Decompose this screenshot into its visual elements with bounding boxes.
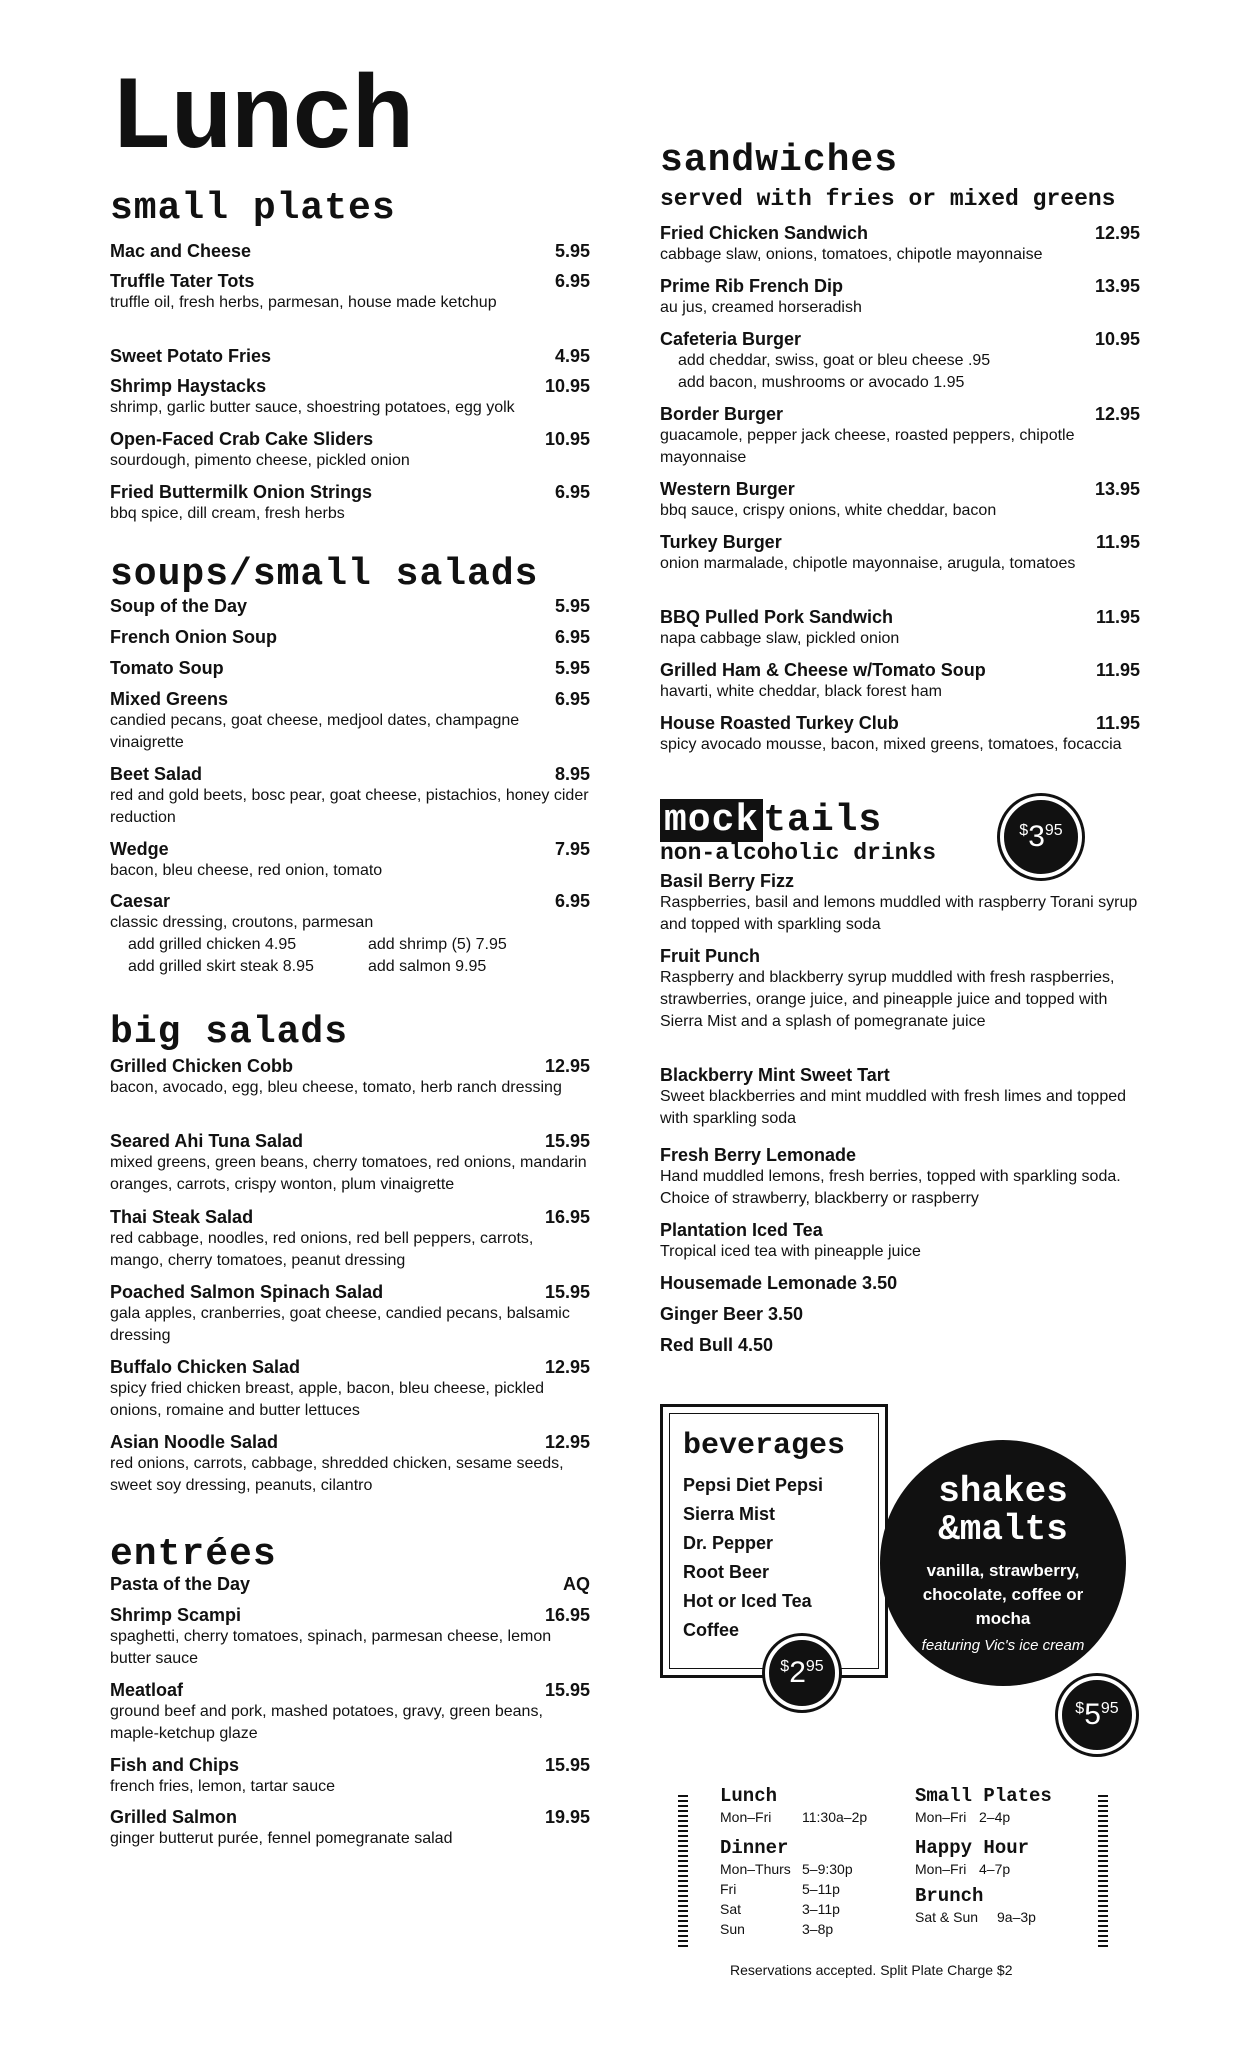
- item-name: Wedge: [110, 839, 169, 859]
- shakes-circle: [880, 1440, 1126, 1686]
- hours-days: Mon–Fri: [720, 1809, 772, 1825]
- hours-row: [915, 1807, 1052, 1827]
- item-description: onion marmalade, chipotle mayonnaise, arugula, tomatoes: [660, 555, 1076, 572]
- item-price: 11.95: [1095, 607, 1140, 627]
- addon-option: add shrimp (5) 7.95: [368, 936, 507, 953]
- item-price: 5.95: [554, 596, 590, 616]
- item-description: sourdough, pimento cheese, pickled onion: [110, 452, 410, 469]
- item-name: Soup of the Day: [110, 596, 248, 616]
- beverages-heading: beverages: [683, 1429, 846, 1463]
- menu-item: [110, 1754, 590, 1798]
- hours-row: [720, 1859, 853, 1879]
- menu-item: [110, 1206, 590, 1272]
- item-name: Blackberry Mint Sweet Tart: [660, 1065, 890, 1085]
- item-name: House Roasted Turkey Club: [660, 713, 899, 733]
- menu-item: [660, 478, 1140, 522]
- item-price: 11.95: [1095, 713, 1140, 733]
- menu-item: [660, 1219, 1140, 1263]
- hours-row: [720, 1899, 853, 1919]
- item-description: guacamole, pepper jack cheese, roasted peppers, chipotle mayonnaise: [660, 427, 1075, 466]
- item-name: Mixed Greens: [110, 689, 229, 709]
- item-price: 11.95: [1095, 660, 1140, 680]
- item-name: Sweet Potato Fries: [110, 346, 272, 366]
- item-name: Prime Rib French Dip: [660, 276, 844, 296]
- item-price: 12.95: [544, 1056, 590, 1076]
- item-description: ground beef and pork, mashed potatoes, gravy, green beans, maple-ketchup glaze: [110, 1703, 543, 1742]
- item-name: Ginger Beer 3.50: [660, 1304, 804, 1324]
- item-description: red cabbage, noodles, red onions, red bell peppers, carrots, mango, cherry tomatoes, peanut dressing: [110, 1230, 534, 1269]
- beverages-price-badge: $^{\$}2^{95}$: [765, 1636, 839, 1710]
- hours-row: [915, 1859, 1029, 1879]
- item-price: 6.95: [554, 271, 590, 291]
- beverage-item: Pepsi Diet Pepsi: [683, 1475, 824, 1495]
- item-description: gala apples, cranberries, goat cheese, candied pecans, balsamic dressing: [110, 1305, 570, 1344]
- hours-days: Sun: [720, 1921, 745, 1937]
- menu-item: [110, 838, 590, 882]
- hours-days: Mon–Fri: [915, 1809, 967, 1825]
- item-price: 15.95: [544, 1680, 590, 1700]
- item-name: Shrimp Haystacks: [110, 376, 267, 396]
- item-name: Housemade Lemonade 3.50: [660, 1273, 898, 1293]
- item-name: Grilled Chicken Cobb: [110, 1056, 294, 1076]
- item-name: Western Burger: [660, 479, 795, 499]
- item-price: 12.95: [1094, 223, 1140, 243]
- item-name: Meatloaf: [110, 1680, 184, 1700]
- item-description: candied pecans, goat cheese, medjool dates, champagne vinaigrette: [110, 712, 520, 751]
- hours-block: [678, 1785, 1108, 1960]
- beverage-item: Dr. Pepper: [683, 1533, 774, 1553]
- item-description: truffle oil, fresh herbs, parmesan, house made ketchup: [110, 294, 497, 311]
- item-name: Poached Salmon Spinach Salad: [110, 1282, 384, 1302]
- item-name: Tomato Soup: [110, 658, 224, 678]
- item-price: 15.95: [544, 1755, 590, 1775]
- item-name: Seared Ahi Tuna Salad: [110, 1131, 304, 1151]
- item-price: 10.95: [544, 429, 590, 449]
- hours-row: [720, 1807, 867, 1827]
- shakes-heading-2: &malts: [938, 1508, 1068, 1550]
- item-description: bbq spice, dill cream, fresh herbs: [110, 505, 345, 522]
- menu-item: [110, 657, 590, 679]
- hours-title: Dinner: [720, 1837, 789, 1859]
- item-name: Asian Noodle Salad: [110, 1432, 279, 1452]
- item-price: 6.95: [554, 891, 590, 911]
- item-name: Fish and Chips: [110, 1755, 240, 1775]
- hours-days: Mon–Fri: [915, 1861, 967, 1877]
- hours-time: 11:30a–2p: [802, 1809, 868, 1825]
- menu-item: [110, 481, 590, 525]
- hours-time: 5–9:30p: [802, 1861, 853, 1877]
- page-title: Lunch: [110, 61, 413, 179]
- hours-time: 3–11p: [802, 1901, 840, 1917]
- beverage-item: Hot or Iced Tea: [683, 1591, 812, 1611]
- item-description: Raspberry and blackberry syrup muddled with fresh raspberries, strawberries, orange juice, and pineapple juice and topped with Sierra Mist and a splash of pomegranate juice: [660, 969, 1115, 1030]
- item-price: 6.95: [554, 627, 590, 647]
- menu-item: [660, 1144, 1140, 1210]
- item-name: Border Burger: [660, 404, 784, 424]
- item-name: Caesar: [110, 891, 171, 911]
- item-description: french fries, lemon, tartar sauce: [110, 1778, 335, 1795]
- menu-item: [660, 328, 1140, 394]
- hours-time: 4–7p: [979, 1861, 1011, 1877]
- item-description: havarti, white cheddar, black forest ham: [660, 683, 942, 700]
- big-salads-heading: big salads: [110, 1011, 349, 1054]
- item-description: spaghetti, cherry tomatoes, spinach, parmesan cheese, lemon butter sauce: [110, 1628, 552, 1667]
- menu-item: [660, 531, 1140, 575]
- menu-item: [660, 1064, 1140, 1130]
- item-price: 5.95: [554, 241, 590, 261]
- menu-item: [110, 345, 590, 367]
- hours-row: [720, 1919, 853, 1939]
- item-name: BBQ Pulled Pork Sandwich: [660, 607, 894, 627]
- item-price: 6.95: [554, 482, 590, 502]
- menu-item: [110, 1806, 590, 1850]
- item-name: Beet Salad: [110, 764, 203, 784]
- hours-row: [720, 1879, 853, 1899]
- hours-row: [915, 1907, 1036, 1927]
- menu-item: [110, 626, 590, 648]
- item-price: 13.95: [1094, 479, 1140, 499]
- menu-item: [110, 375, 590, 419]
- hours-title: Brunch: [915, 1885, 984, 1907]
- item-price: 11.95: [1095, 532, 1140, 552]
- burger-addon: add cheddar, swiss, goat or bleu cheese .95: [678, 352, 991, 369]
- beverage-item: Root Beer: [683, 1562, 770, 1582]
- menu-item: [110, 1604, 590, 1670]
- mocktails-heading: [660, 799, 883, 842]
- item-price: AQ: [563, 1574, 590, 1594]
- hours-days: Sat & Sun: [915, 1909, 979, 1925]
- hours-title: Small Plates: [915, 1785, 1052, 1807]
- item-description: bacon, bleu cheese, red onion, tomato: [110, 862, 383, 879]
- beverage-item: Sierra Mist: [683, 1504, 776, 1524]
- item-name: Open-Faced Crab Cake Sliders: [110, 429, 374, 449]
- hours-time: 9a–3p: [997, 1909, 1036, 1925]
- mocktails-subheading: non-alcoholic drinks: [660, 840, 937, 866]
- menu-item: [660, 870, 1140, 936]
- item-name: Truffle Tater Tots: [110, 271, 255, 291]
- item-price: 15.95: [544, 1131, 590, 1151]
- menu-item: [110, 1431, 590, 1497]
- menu-item: [110, 890, 590, 978]
- menu-item: [660, 712, 1140, 756]
- menu-item: [660, 403, 1140, 469]
- item-name: Grilled Salmon: [110, 1807, 238, 1827]
- hours-lunch: [720, 1785, 867, 1827]
- entrees-heading: entrées: [110, 1533, 277, 1576]
- item-description: red onions, carrots, cabbage, shredded chicken, sesame seeds, sweet soy dressing, peanuts, cilantro: [110, 1455, 564, 1494]
- hours-days: Fri: [720, 1881, 737, 1897]
- menu-item: [110, 1573, 590, 1595]
- sandwiches-subheading: served with fries or mixed greens: [660, 186, 1116, 212]
- menu-item: [110, 428, 590, 472]
- hours-happy-hour: [915, 1837, 1029, 1879]
- hours-time: 3–8p: [802, 1921, 834, 1937]
- hours-bar-left: [678, 1795, 688, 1950]
- item-description: Raspberries, basil and lemons muddled with raspberry Torani syrup and topped with sparkling soda: [660, 894, 1138, 933]
- menu-item: [660, 1303, 1140, 1325]
- menu-item: [110, 270, 590, 314]
- item-name: Buffalo Chicken Salad: [110, 1357, 301, 1377]
- item-description: Hand muddled lemons, fresh berries, topped with sparkling soda. Choice of strawberry, blackberry or raspberry: [660, 1168, 1121, 1207]
- sandwiches-heading: sandwiches: [660, 139, 899, 182]
- item-description: mixed greens, green beans, cherry tomatoes, red onions, mandarin oranges, carrots, crispy wonton, plum vinaigrette: [110, 1154, 587, 1193]
- item-description: Tropical iced tea with pineapple juice: [660, 1243, 921, 1260]
- item-price: 12.95: [1094, 404, 1140, 424]
- item-price: 16.95: [544, 1605, 590, 1625]
- mocktails-heading-rest: tails: [763, 799, 883, 842]
- shakes-featuring: featuring Vic's ice cream: [921, 1636, 1085, 1654]
- item-description: bbq sauce, crispy onions, white cheddar, bacon: [660, 502, 997, 519]
- addon-option: add grilled skirt steak 8.95: [128, 958, 314, 975]
- menu-item: [660, 1334, 1140, 1356]
- addon-grid: [110, 934, 590, 978]
- small-plates-heading: small plates: [110, 187, 396, 230]
- item-name: Cafeteria Burger: [660, 329, 802, 349]
- footer-note: Reservations accepted. Split Plate Charge $2: [730, 1962, 1013, 1978]
- item-name: Thai Steak Salad: [110, 1207, 254, 1227]
- menu-item: [660, 275, 1140, 319]
- item-price: 13.95: [1094, 276, 1140, 296]
- item-description: spicy avocado mousse, bacon, mixed greens, tomatoes, focaccia: [660, 736, 1122, 753]
- beverage-item: Coffee: [683, 1620, 740, 1640]
- menu-item: [110, 240, 590, 262]
- hours-time: 5–11p: [802, 1881, 840, 1897]
- item-price: 5.95: [554, 658, 590, 678]
- item-name: Plantation Iced Tea: [660, 1220, 823, 1240]
- item-price: 16.95: [544, 1207, 590, 1227]
- shakes-flavors: vanilla, strawberry, chocolate, coffee or mocha: [922, 1560, 1084, 1628]
- item-name: Basil Berry Fizz: [660, 871, 795, 891]
- menu-item: [110, 595, 590, 617]
- item-name: Fruit Punch: [660, 946, 760, 966]
- item-price: 8.95: [554, 764, 590, 784]
- menu-item: [110, 1281, 590, 1347]
- menu-item: [660, 945, 1140, 1033]
- addon-option: add grilled chicken 4.95: [128, 936, 297, 953]
- menu-item: [660, 1272, 1140, 1294]
- mocktails-heading-highlight: mock: [660, 799, 763, 842]
- menu-item: [660, 222, 1140, 266]
- item-name: Turkey Burger: [660, 532, 782, 552]
- mocktails-price-badge: $^{\$}3^{95}$: [1000, 796, 1082, 878]
- beverages-box: [660, 1404, 888, 1678]
- hours-brunch: [915, 1885, 1036, 1927]
- menu-item: [660, 606, 1140, 650]
- hours-title: Happy Hour: [915, 1837, 1030, 1859]
- hours-days: Mon–Thurs: [720, 1861, 791, 1877]
- item-description: shrimp, garlic butter sauce, shoestring potatoes, egg yolk: [110, 399, 515, 416]
- item-price: 12.95: [544, 1432, 590, 1452]
- item-name: Shrimp Scampi: [110, 1605, 242, 1625]
- item-name: Fried Buttermilk Onion Strings: [110, 482, 373, 502]
- menu-item: [110, 688, 590, 754]
- menu-item: [110, 1130, 590, 1196]
- item-name: Fried Chicken Sandwich: [660, 223, 869, 243]
- hours-time: 2–4p: [979, 1809, 1011, 1825]
- item-name: Grilled Ham & Cheese w/Tomato Soup: [660, 660, 986, 680]
- item-description: cabbage slaw, onions, tomatoes, chipotle mayonnaise: [660, 246, 1043, 263]
- beverages-list: [683, 1471, 845, 1645]
- menu-item: [110, 1055, 590, 1099]
- item-price: 10.95: [1094, 329, 1140, 349]
- item-description: bacon, avocado, egg, bleu cheese, tomato, herb ranch dressing: [110, 1079, 562, 1096]
- item-description: ginger butterut purée, fennel pomegranate salad: [110, 1830, 453, 1847]
- hours-days: Sat: [720, 1901, 742, 1917]
- item-description: napa cabbage slaw, pickled onion: [660, 630, 900, 647]
- soups-heading: soups/small salads: [110, 553, 539, 596]
- item-price: 12.95: [544, 1357, 590, 1377]
- menu-item: [660, 659, 1140, 703]
- hours-small-plates: [915, 1785, 1052, 1827]
- item-price: 15.95: [544, 1282, 590, 1302]
- item-name: Pasta of the Day: [110, 1574, 251, 1594]
- item-name: Mac and Cheese: [110, 241, 252, 261]
- item-price: 7.95: [554, 839, 590, 859]
- item-price: 19.95: [544, 1807, 590, 1827]
- item-name: Fresh Berry Lemonade: [660, 1145, 857, 1165]
- hours-title: Lunch: [720, 1785, 778, 1807]
- item-price: 4.95: [554, 346, 590, 366]
- menu-item: [110, 1356, 590, 1422]
- item-description: classic dressing, croutons, parmesan: [110, 914, 374, 931]
- item-description: spicy fried chicken breast, apple, bacon, bleu cheese, pickled onions, romaine and butter lettuces: [110, 1380, 545, 1419]
- menu-item: [110, 763, 590, 829]
- menu-item: [110, 1679, 590, 1745]
- item-price: 6.95: [554, 689, 590, 709]
- item-name: French Onion Soup: [110, 627, 277, 647]
- item-price: 10.95: [544, 376, 590, 396]
- shakes-heading-1: shakes: [938, 1470, 1068, 1512]
- hours-bar-right: [1098, 1795, 1108, 1950]
- addon-option: add salmon 9.95: [368, 958, 487, 975]
- shakes-price-badge: $^{\$}5^{95}$: [1058, 1676, 1136, 1754]
- item-description: red and gold beets, bosc pear, goat cheese, pistachios, honey cider reduction: [110, 787, 589, 826]
- burger-addon: add bacon, mushrooms or avocado 1.95: [678, 374, 965, 391]
- item-description: Sweet blackberries and mint muddled with fresh limes and topped with sparkling soda: [660, 1088, 1127, 1127]
- item-description: au jus, creamed horseradish: [660, 299, 862, 316]
- hours-dinner: [720, 1837, 853, 1939]
- item-name: Red Bull 4.50: [660, 1335, 774, 1355]
